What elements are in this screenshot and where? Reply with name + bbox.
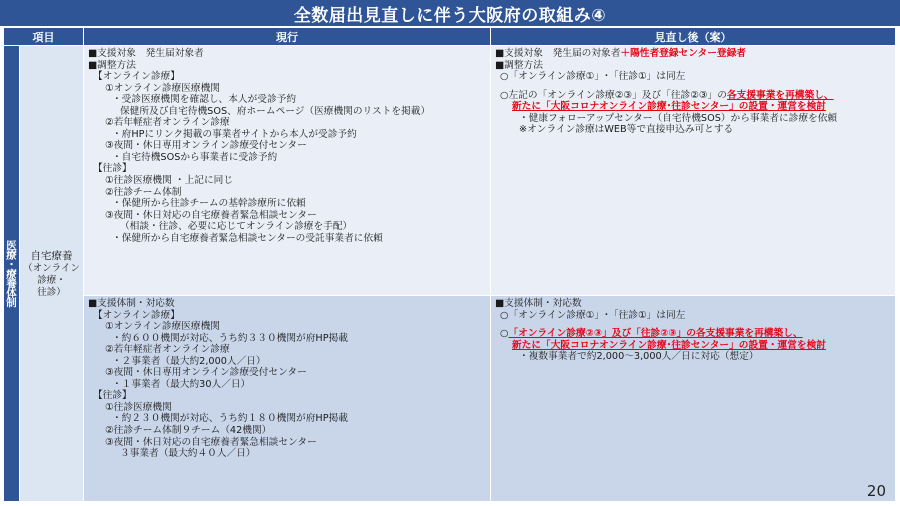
text-line: ①オンライン診療医療機関 xyxy=(105,82,220,94)
text-line: ・保健所から往診チームの基幹診療所に依頼 xyxy=(112,198,306,210)
page-title xyxy=(0,0,900,26)
text-line: ・約２３０機関が対応、うち約１８０機関が府HP掲載 xyxy=(112,413,348,425)
row1-revised-list xyxy=(491,46,895,136)
text-line: ■支援体制・対応数 xyxy=(88,298,175,309)
text-line: 【往診】 xyxy=(93,163,132,175)
text-line: ■支援対象 発生届の対象者＋陽性者登録センター登録者 xyxy=(495,48,746,59)
text-line: 【往診】 xyxy=(93,390,132,402)
header-item: 項目 xyxy=(4,28,84,46)
text-line: ○「オンライン診療①」･「往診①」は同左 xyxy=(500,71,686,83)
text-line: ・２事業者（最大約2,000人／日） xyxy=(112,355,266,367)
text-line: ○左記の「オンライン診療②③」及び「往診②③」の各支援事業を再構築し、 xyxy=(500,89,834,101)
text-line: ①往診医療機関 ・上記に同じ xyxy=(105,175,234,187)
row2-current-list xyxy=(84,296,490,460)
text-line: 新たに「大阪コロナオンライン診療･往診センター」の設置・運営を検討 xyxy=(512,101,826,113)
item-label-main: 自宅療養 xyxy=(30,249,73,262)
text-line: ③夜間・休日対応の自宅療養者緊急相談センター xyxy=(105,436,317,448)
text-line: ②若年軽症者オンライン診療 xyxy=(105,117,230,129)
row1-revised-cell xyxy=(491,46,896,296)
text-line: ・健康フォローアップセンター（自宅待機SOS）から事業者に診療を依頼 xyxy=(519,112,838,124)
page-number: 20 xyxy=(866,482,886,500)
text-line: ③夜間・休日対応の自宅療養者緊急相談センター xyxy=(105,209,317,221)
text-line: ■調整方法 xyxy=(495,59,543,71)
text-line: ・自宅待機SOSから事業者に受診予約 xyxy=(112,151,278,163)
text-line: ■支援対象 発生届対象者 xyxy=(88,48,204,59)
comparison-table xyxy=(4,28,896,502)
text-line: ○「オンライン診療②③」及び「往診②③」の各支援事業を再構築し、 xyxy=(500,328,803,340)
header-current: 現行 xyxy=(84,28,491,46)
text-line: （相談・往診、必要に応じてオンライン診療を手配） xyxy=(120,221,353,233)
text-line: ３事業者（最大約４０人／日） xyxy=(120,448,256,460)
row1-current-list xyxy=(84,46,490,244)
text-line: ・１事業者（最大約30人／日） xyxy=(112,378,251,390)
page-title-text: 全数届出見直しに伴う大阪府の取組み④ xyxy=(293,5,607,26)
text-line: ①往診医療機関 xyxy=(105,401,172,413)
item-label xyxy=(20,46,84,502)
text-line: ・複数事業者で約2,000～3,000人／日に対応（想定） xyxy=(519,351,759,363)
row1-current-cell xyxy=(84,46,491,296)
row2-revised-cell xyxy=(491,296,896,502)
side-category-label: 医療・療養体制 xyxy=(4,46,20,502)
text-line: ・約６００機関が対応、うち約３３０機関が府HP掲載 xyxy=(112,332,348,344)
text-line: ①オンライン診療医療機関 xyxy=(105,321,220,333)
text-line: ・受診医療機関を確認し、本人が受診予約 xyxy=(112,94,297,106)
header-revised: 見直し後（案） xyxy=(491,28,896,46)
text-line: ②往診チーム体制９チーム（42機関） xyxy=(105,425,272,437)
text-line: 保健所及び自宅待機SOS、府ホームページ（医療機関のリストを掲載） xyxy=(120,105,431,117)
item-label-sub: （オンライン xyxy=(23,262,80,274)
text-line: ②若年軽症者オンライン診療 xyxy=(105,344,230,356)
text-line: ■支援体制・対応数 xyxy=(495,298,582,309)
text-line: ②往診チーム体制 xyxy=(105,186,182,198)
row2-current-cell xyxy=(84,296,491,502)
text-line: 新たに「大阪コロナオンライン診療･往診センター」の設置・運営を検討 xyxy=(512,339,826,351)
item-label-sub: 往診） xyxy=(37,286,66,298)
text-line: ・保健所から自宅療養者緊急相談センターの受託事業者に依頼 xyxy=(112,232,383,244)
text-line: 【オンライン診療】 xyxy=(93,309,180,321)
text-line: ③夜間・休日専用オンライン診療受付センター xyxy=(105,140,307,152)
text-line: ・府HPにリンク掲載の事業者サイトから本人が受診予約 xyxy=(112,128,357,140)
text-line: ○「オンライン診療①」･「往診①」は同左 xyxy=(500,309,686,321)
text-line: ■調整方法 xyxy=(88,59,136,71)
text-line: ※オンライン診療はWEB等で直接申込み可とする xyxy=(519,124,734,136)
item-label-sub: 診療・ xyxy=(37,274,66,286)
text-line: 【オンライン診療】 xyxy=(93,71,180,83)
row2-revised-list xyxy=(491,296,895,363)
text-line: ③夜間・休日専用オンライン診療受付センター xyxy=(105,367,307,379)
